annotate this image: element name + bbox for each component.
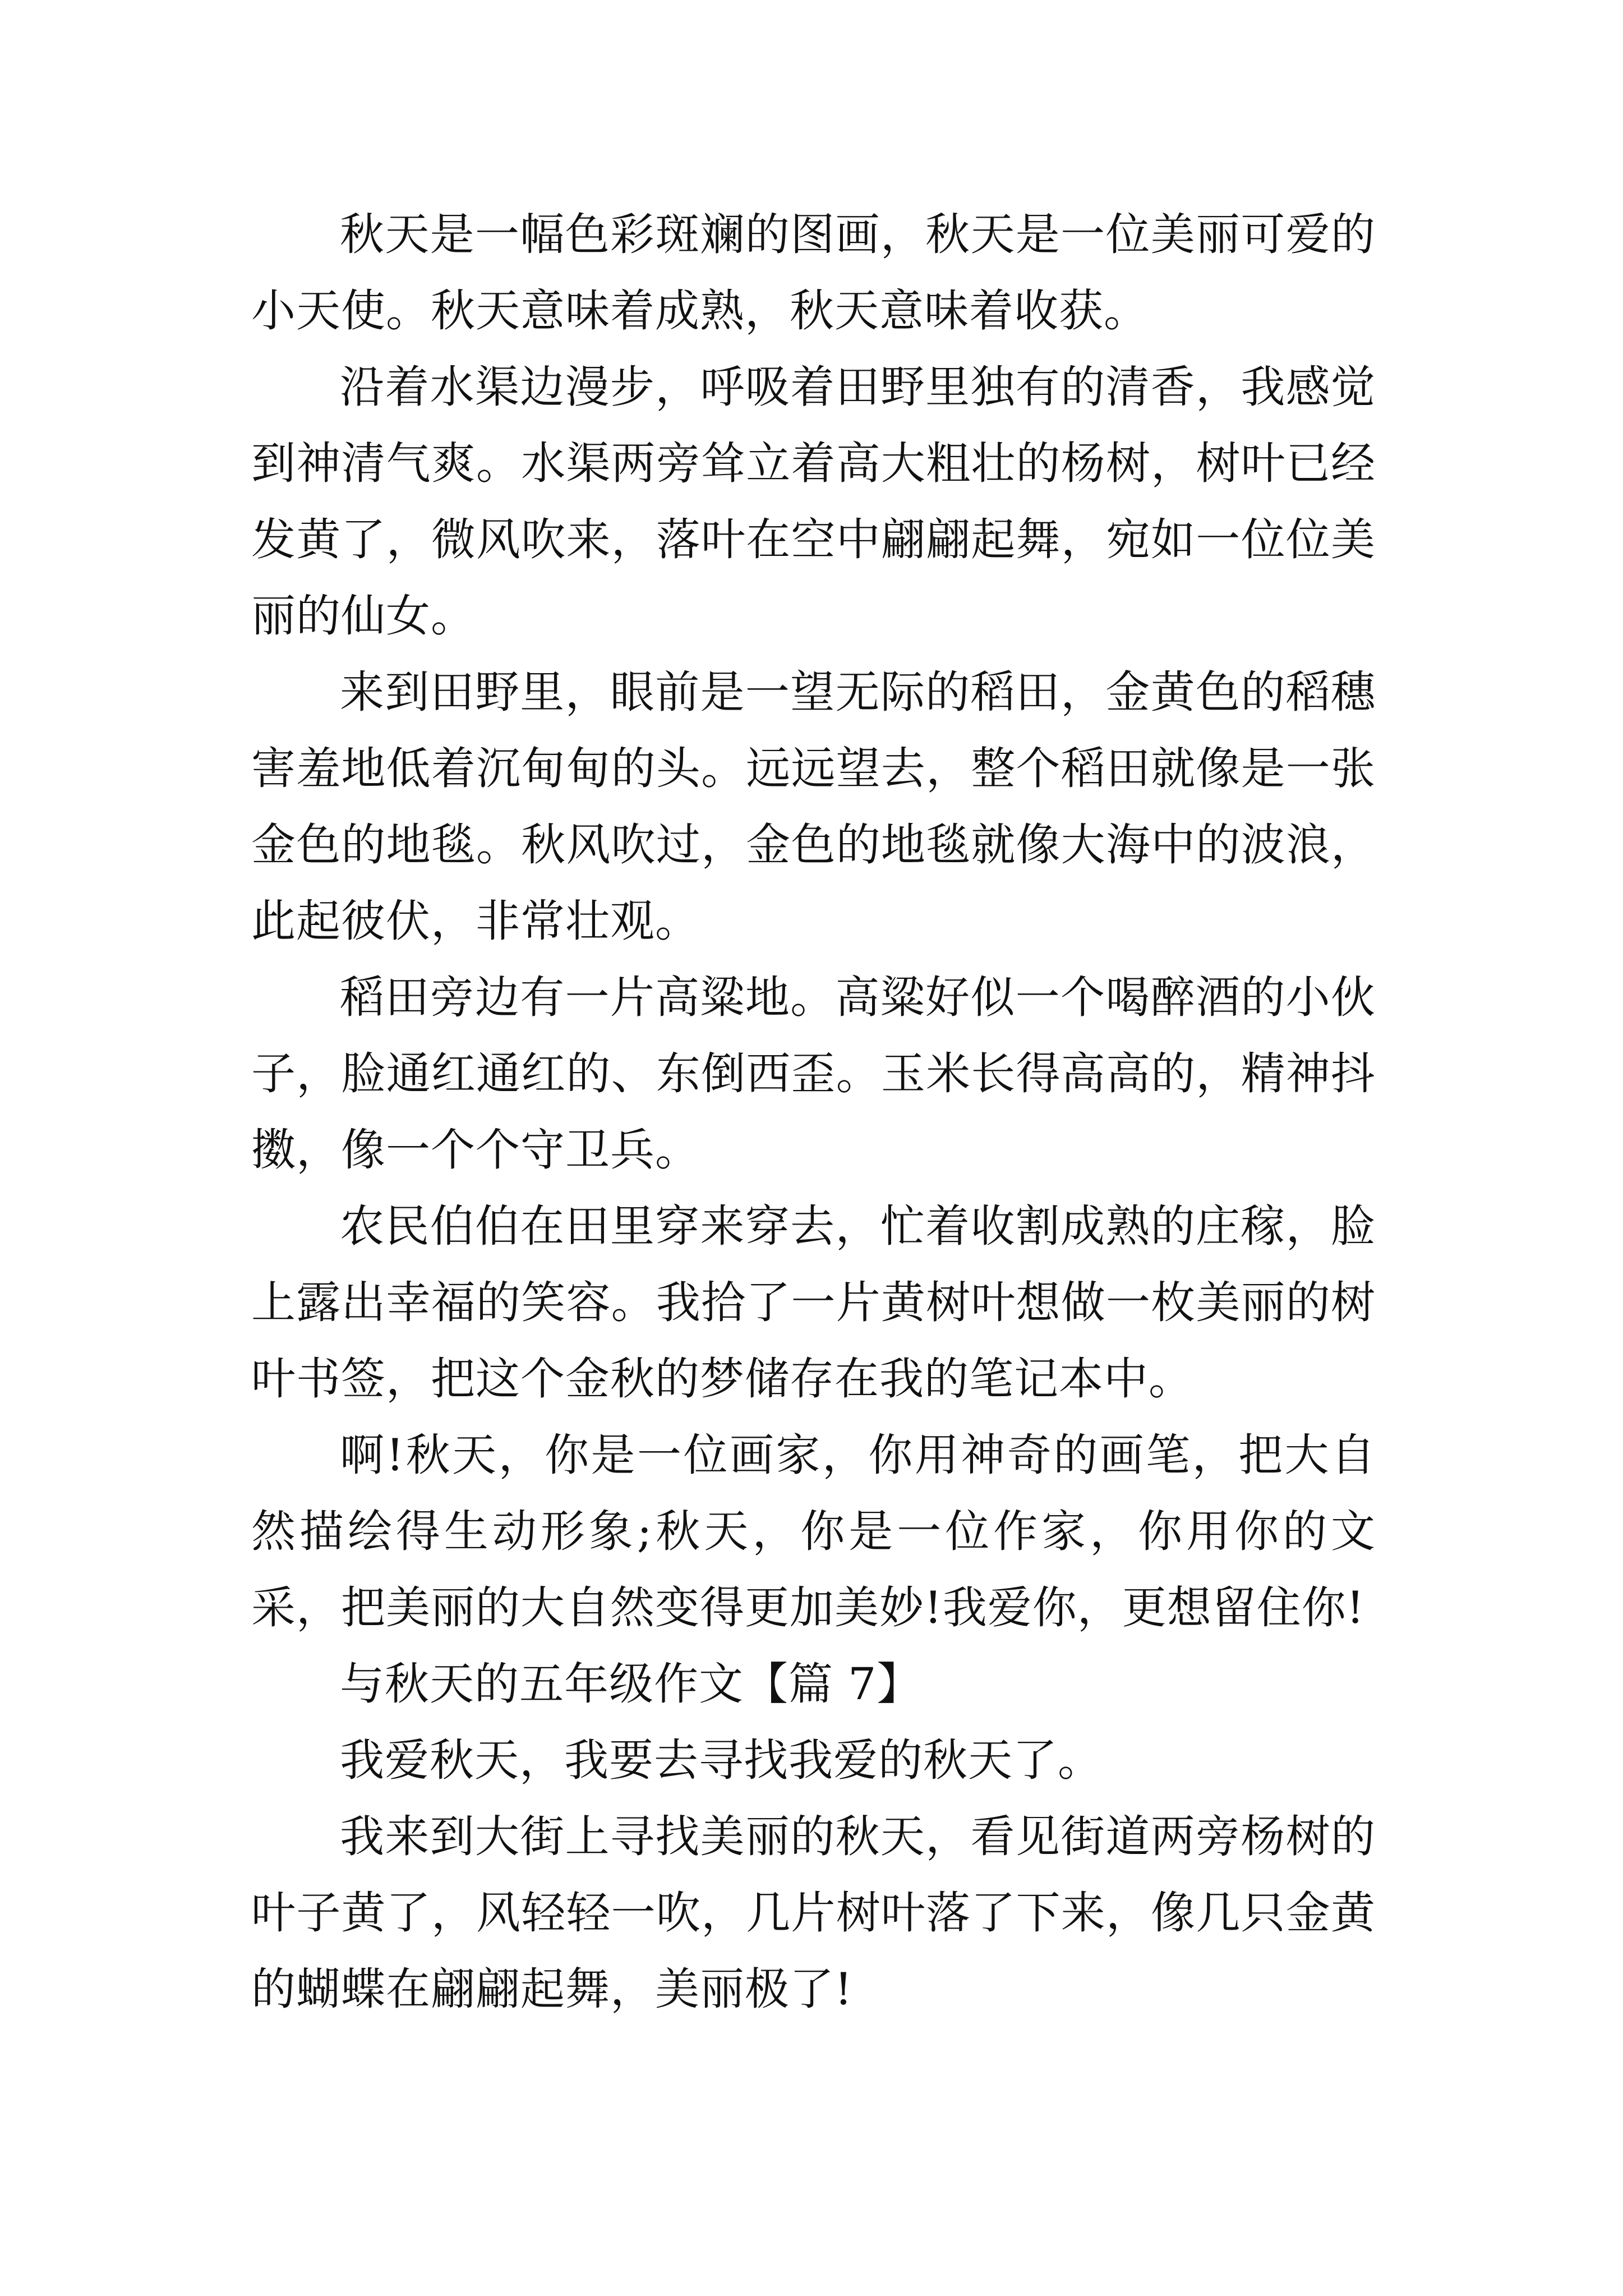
paragraph: 啊!秋天，你是一位画家，你用神奇的画笔，把大自然描绘得生动形象;秋天，你是一位作家，你用你的文采，把美丽的大自然变得更加美妙!我爱你，更想留住你! — [251, 1429, 1376, 1634]
paragraph: 沿着水渠边漫步，呼吸着田野里独有的清香，我感觉到神清气爽。水渠两旁耸立着高大粗壮的杨树，树叶已经发黄了，微风吹来，落叶在空中翩翩起舞，宛如一位位美丽的仙女。 — [251, 361, 1376, 642]
section-heading: 与秋天的五年级作文【篇 7】 — [340, 1658, 922, 1710]
body-text — [251, 196, 1376, 2027]
paragraph: 来到田野里，眼前是一望无际的稻田，金黄色的稻穗害羞地低着沉甸甸的头。远远望去，整个稻田就像是一张金色的地毯。秋风吹过，金色的地毯就像大海中的波浪，此起彼伏，非常壮观。 — [251, 666, 1376, 947]
paragraph: 我来到大街上寻找美丽的秋天，看见街道两旁杨树的叶子黄了，风轻轻一吹，几片树叶落了下来，像几只金黄的蝴蝶在翩翩起舞，美丽极了! — [251, 1811, 1376, 2015]
paragraph: 秋天是一幅色彩斑斓的图画，秋天是一位美丽可爱的小天使。秋天意味着成熟，秋天意味着收获。 — [251, 209, 1376, 337]
paragraph: 农民伯伯在田里穿来穿去，忙着收割成熟的庄稼，脸上露出幸福的笑容。我拾了一片黄树叶想做一枚美丽的树叶书签，把这个金秋的梦储存在我的笔记本中。 — [251, 1200, 1376, 1405]
paragraph: 稻田旁边有一片高粱地。高粱好似一个喝醉酒的小伙子，脸通红通红的、东倒西歪。玉米长得高高的，精神抖擞，像一个个守卫兵。 — [251, 972, 1376, 1176]
paragraph: 我爱秋天，我要去寻找我爱的秋天了。 — [340, 1734, 1103, 1786]
